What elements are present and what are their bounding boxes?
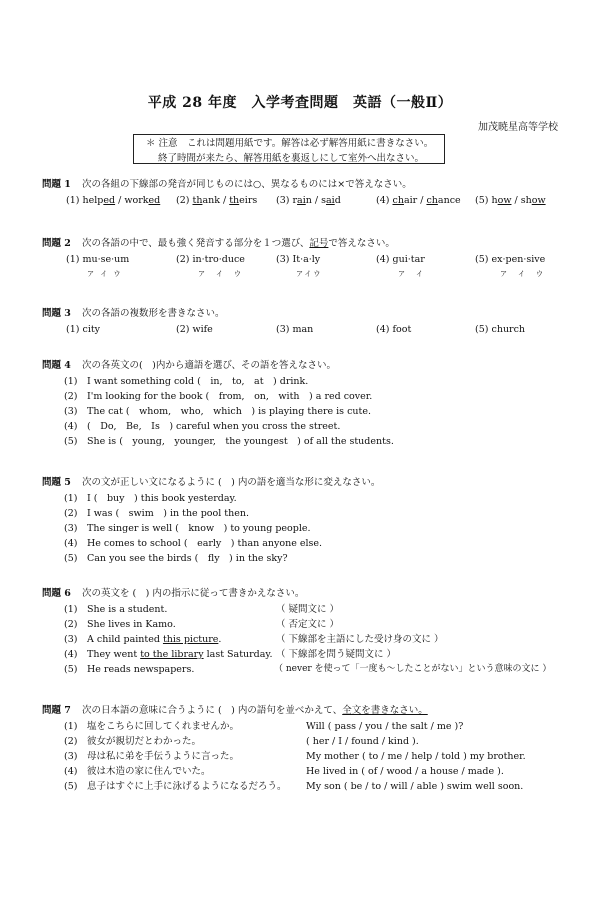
q1-item-1: (1) helped / worked bbox=[66, 195, 161, 206]
q4-item-2: (2) I'm looking for the book ( from, on, with ) a red cover. bbox=[64, 391, 373, 402]
q2-item-2: (2) in·tro·duce bbox=[176, 254, 245, 265]
q2-kana-3: アイウ bbox=[296, 270, 323, 278]
question-label: 問題 4 bbox=[42, 360, 71, 371]
school-name: 加茂暁星高等学校 bbox=[478, 122, 558, 133]
q5-item-5: (5) Can you see the birds ( fly ) in the sky? bbox=[64, 553, 288, 564]
notice-line-1: ＊ 注意 これは問題用紙です。解答は必ず解答用紙に書きなさい。 bbox=[146, 138, 434, 149]
q5-item-2: (2) I was ( swim ) in the pool then. bbox=[64, 508, 249, 519]
q2-item-4: (4) gui·tar bbox=[376, 254, 425, 265]
q4-item-4: (4) ( Do, Be, Is ) careful when you cross the street. bbox=[64, 421, 341, 432]
q3-item-1: (1) city bbox=[66, 324, 101, 335]
question-3 bbox=[42, 306, 572, 338]
q2-kana-5: ア イ ウ bbox=[500, 270, 545, 278]
q6-item-2: (2) She lives in Kamo. （ 否定文に ） bbox=[64, 619, 340, 630]
q6-hint-5: （ never を使って「一度も～したことがない」という意味の文に ） bbox=[274, 664, 552, 674]
q7-item-4: (4) 彼は木造の家に住んでいた。 He lived in ( of / wood / a house / made ). bbox=[64, 766, 504, 777]
q3-item-5: (5) church bbox=[475, 324, 526, 335]
question-5 bbox=[42, 475, 572, 566]
question-label: 問題 6 bbox=[42, 588, 71, 599]
notice-box bbox=[133, 134, 445, 164]
q1-item-4: (4) chair / chance bbox=[376, 195, 461, 206]
q2-kana-1: ア イ ウ bbox=[87, 270, 123, 278]
q1-item-3: (3) rain / said bbox=[276, 195, 341, 206]
q6-item-4: (4) They went to the library last Saturday. （ 下線部を問う疑問文に ） bbox=[64, 649, 397, 660]
q1-item-5: (5) how / show bbox=[475, 195, 546, 206]
question-2 bbox=[42, 236, 572, 278]
q6-item-5: (5) He reads newspapers. （ never を使って「一度も～したことがない」という意味の文に ） bbox=[64, 664, 552, 675]
question-instruction: 次の各語の複数形を書きなさい。 bbox=[81, 308, 225, 319]
q1-item-2: (2) thank / theirs bbox=[176, 195, 258, 206]
q4-item-1: (1) I want something cold ( in, to, at ) drink. bbox=[64, 376, 309, 387]
question-instruction: 次の各組の下線部の発音が同じものには○、異なるものには×で答えなさい。 bbox=[81, 179, 412, 190]
question-label: 問題 2 bbox=[42, 238, 71, 249]
question-1 bbox=[42, 177, 572, 209]
q1-items-row bbox=[42, 193, 572, 209]
q7-item-3: (3) 母は私に弟を手伝うように言った。 My mother ( to / me / help / told ) my brother. bbox=[64, 751, 526, 762]
q7-item-1: (1) 塩をこちらに回してくれませんか。 Will ( pass / you / the salt / me )? bbox=[64, 721, 464, 732]
question-4 bbox=[42, 358, 572, 449]
q6-hint-2: （ 否定文に ） bbox=[276, 619, 340, 630]
q3-items-row bbox=[42, 322, 572, 338]
q6-item-1: (1) She is a student. （ 疑問文に ） bbox=[64, 604, 340, 615]
q2-kana-4: ア イ bbox=[398, 270, 425, 278]
q2-kana-2: ア イ ウ bbox=[198, 270, 243, 278]
q2-item-5: (5) ex·pen·sive bbox=[475, 254, 546, 265]
q5-item-3: (3) The singer is well ( know ) to young people. bbox=[64, 523, 311, 534]
page-title: 平成 28 年度 入学考査問題 英語（一般Ⅱ） bbox=[147, 95, 453, 111]
q6-item-3: (3) A child painted this picture. （ 下線部を主語にした受け身の文に ） bbox=[64, 634, 444, 645]
q4-item-3: (3) The cat ( whom, who, which ) is playing there is cute. bbox=[64, 406, 371, 417]
question-6 bbox=[42, 586, 572, 677]
q6-hint-3: （ 下線部を主語にした受け身の文に ） bbox=[276, 634, 444, 645]
q7-english-4: He lived in ( of / wood / a house / made ). bbox=[306, 766, 504, 777]
question-label: 問題 5 bbox=[42, 477, 71, 488]
q7-item-2: (2) 彼女が親切だとわかった。 ( her / I / found / kind ). bbox=[64, 736, 419, 747]
q2-items-row bbox=[42, 252, 572, 278]
question-instruction: 次の各英文の( )内から適語を選び、その語を答えなさい。 bbox=[81, 360, 336, 371]
q7-item-5: (5) 息子はすぐに上手に泳げるようになるだろう。 My son ( be / to / will / able ) swim well soon. bbox=[64, 781, 524, 792]
q3-item-4: (4) foot bbox=[376, 324, 412, 335]
q7-english-1: Will ( pass / you / the salt / me )? bbox=[306, 721, 464, 732]
question-instruction: 次の各語の中で、最も強く発音する部分を１つ選び、記号で答えなさい。 bbox=[81, 238, 395, 249]
q5-item-4: (4) He comes to school ( early ) than anyone else. bbox=[64, 538, 323, 549]
q7-english-3: My mother ( to / me / help / told ) my brother. bbox=[306, 751, 526, 762]
q4-item-5: (5) She is ( young, younger, the youngest ) of all the students. bbox=[64, 436, 394, 447]
q7-english-2: ( her / I / found / kind ). bbox=[306, 736, 419, 747]
q6-hint-1: （ 疑問文に ） bbox=[276, 604, 340, 615]
q2-item-3: (3) It·a·ly bbox=[276, 254, 321, 265]
q2-item-1: (1) mu·se·um bbox=[66, 254, 130, 265]
notice-line-2: 終了時間が来たら、解答用紙を裏返しにして室外へ出なさい。 bbox=[158, 153, 425, 164]
question-instruction: 次の日本語の意味に合うように ( ) 内の語句を並べかえて、全文を書きなさい。 bbox=[81, 705, 428, 716]
q7-english-5: My son ( be / to / will / able ) swim well soon. bbox=[306, 781, 524, 792]
question-label: 問題 7 bbox=[42, 705, 71, 716]
question-label: 問題 1 bbox=[42, 179, 71, 190]
q5-item-1: (1) I ( buy ) this book yesterday. bbox=[64, 493, 237, 504]
q6-hint-4: （ 下線部を問う疑問文に ） bbox=[276, 649, 397, 660]
question-label: 問題 3 bbox=[42, 308, 71, 319]
q3-item-2: (2) wife bbox=[176, 324, 213, 335]
q3-item-3: (3) man bbox=[276, 324, 314, 335]
question-7 bbox=[42, 703, 572, 794]
question-instruction: 次の英文を ( ) 内の指示に従って書きかえなさい。 bbox=[81, 588, 305, 599]
question-instruction: 次の文が正しい文になるように ( ) 内の語を適当な形に変えなさい。 bbox=[81, 477, 381, 488]
